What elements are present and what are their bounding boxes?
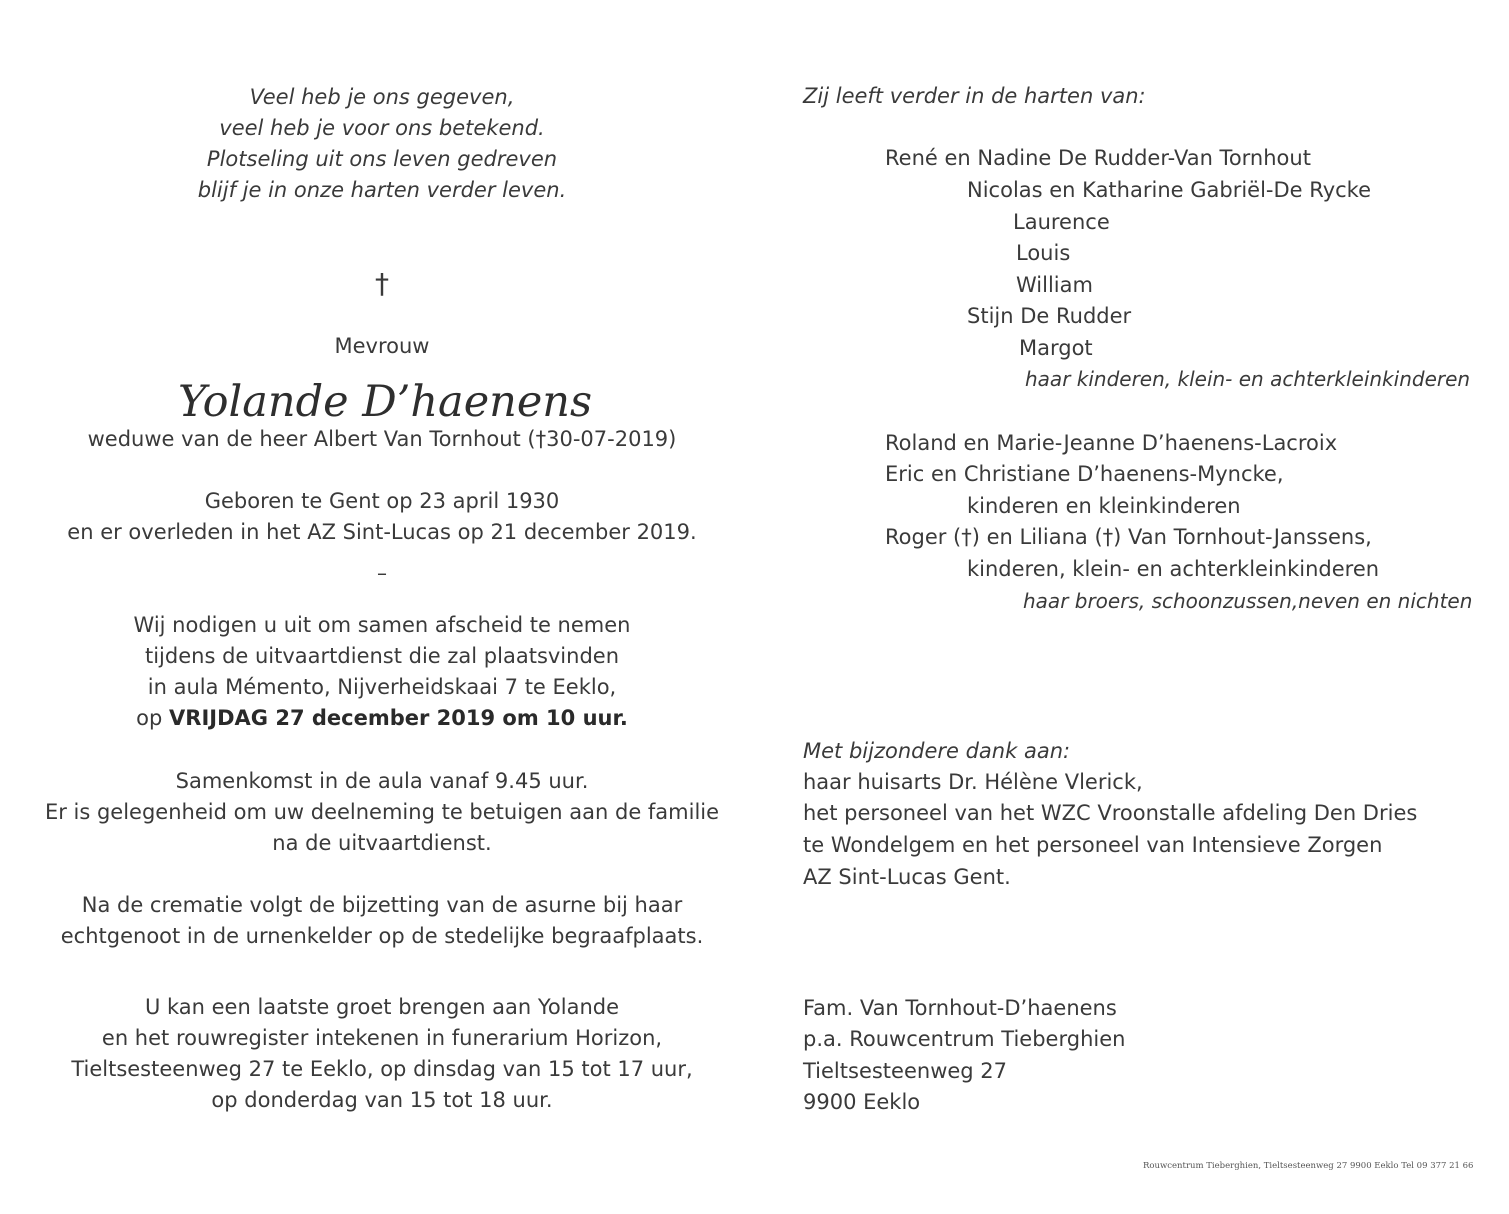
thanks-line-4: AZ Sint-Lucas Gent. xyxy=(803,865,1011,889)
family2-line-3: kinderen en kleinkinderen xyxy=(967,494,1241,518)
thanks-line-3: te Wondelgem en het personeel van Intensieve Zorgen xyxy=(803,833,1383,857)
thanks-heading: Met bijzondere dank aan: xyxy=(803,739,1071,763)
family-caption-2: haar broers, schoonzussen,neven en nichten xyxy=(1023,589,1473,613)
family2-line-1: Roland en Marie-Jeanne D’haenens-Lacroix xyxy=(885,431,1338,455)
family-child-2: Stijn De Rudder xyxy=(967,304,1132,328)
gathering-line-3: na de uitvaartdienst. xyxy=(272,831,492,855)
poem-line-1: Veel heb je ons gegeven, xyxy=(249,85,515,109)
invitation-line-1: Wij nodigen u uit om samen afscheid te nemen xyxy=(133,613,631,637)
poem-line-4: blijf je in onze harten verder leven. xyxy=(197,178,567,202)
separator-dash: – xyxy=(377,561,387,585)
footer-credit: Rouwcentrum Tieberghien, Tieltsesteenweg 27 9900 Eeklo Tel 09 377 21 66 xyxy=(1143,1161,1474,1171)
family2-line-4: Roger (†) en Liliana (†) Van Tornhout-Janssens, xyxy=(885,525,1372,549)
title-prefix: Mevrouw xyxy=(334,334,430,358)
service-date: VRIJDAG 27 december 2019 om 10 uur. xyxy=(169,706,628,730)
birth-line: Geboren te Gent op 23 april 1930 xyxy=(204,489,560,513)
visitation-line-2: en het rouwregister intekenen in funerarium Horizon, xyxy=(101,1026,663,1050)
family-grandchild-2: Louis xyxy=(1016,241,1071,265)
family-grandchild-3: William xyxy=(1016,273,1093,297)
family-grandchild-4: Margot xyxy=(1019,336,1093,360)
family-grandchild-1: Laurence xyxy=(1013,210,1110,234)
address-line-3: Tieltsesteenweg 27 xyxy=(803,1059,1008,1083)
deceased-name: Yolande D’haenens xyxy=(177,377,593,427)
invitation-prefix: op xyxy=(136,706,163,730)
family2-line-5: kinderen, klein- en achterkleinkinderen xyxy=(967,557,1380,581)
address-line-1: Fam. Van Tornhout-D’haenens xyxy=(803,996,1117,1020)
address-line-2: p.a. Rouwcentrum Tieberghien xyxy=(803,1027,1126,1051)
family2-line-2: Eric en Christiane D’haenens-Myncke, xyxy=(885,462,1284,486)
cremation-line-2: echtgenoot in de urnenkelder op de stedelijke begraafplaats. xyxy=(60,924,704,948)
widow-line: weduwe van de heer Albert Van Tornhout (†30-07-2019) xyxy=(87,427,677,451)
visitation-line-1: U kan een laatste groet brengen aan Yolande xyxy=(144,995,620,1019)
visitation-line-3: Tieltsesteenweg 27 te Eeklo, op dinsdag van 15 tot 17 uur, xyxy=(71,1057,693,1081)
family-caption-1: haar kinderen, klein- en achterkleinkinderen xyxy=(1025,367,1471,391)
visitation-line-4: op donderdag van 15 tot 18 uur. xyxy=(211,1088,553,1112)
cross-icon: † xyxy=(375,267,389,300)
thanks-line-2: het personeel van het WZC Vroonstalle afdeling Den Dries xyxy=(803,801,1418,825)
invitation-line-3: in aula Mémento, Nijverheidskaai 7 te Eeklo, xyxy=(147,675,617,699)
invitation-line-4 xyxy=(136,703,628,734)
thanks-line-1: haar huisarts Dr. Hélène Vlerick, xyxy=(803,770,1143,794)
family-parents: René en Nadine De Rudder-Van Tornhout xyxy=(885,146,1311,170)
address-line-4: 9900 Eeklo xyxy=(803,1090,921,1114)
poem-line-3: Plotseling uit ons leven gedreven xyxy=(206,147,558,171)
survivors-heading: Zij leeft verder in de harten van: xyxy=(803,84,1146,108)
gathering-line-2: Er is gelegenheid om uw deelneming te betuigen aan de familie xyxy=(44,800,720,824)
death-line: en er overleden in het AZ Sint-Lucas op 21 december 2019. xyxy=(67,520,697,544)
invitation-line-2: tijdens de uitvaartdienst die zal plaatsvinden xyxy=(144,644,620,668)
family-child-1: Nicolas en Katharine Gabriël-De Rycke xyxy=(967,178,1372,202)
gathering-line-1: Samenkomst in de aula vanaf 9.45 uur. xyxy=(175,769,589,793)
cremation-line-1: Na de crematie volgt de bijzetting van de asurne bij haar xyxy=(81,893,683,917)
poem-line-2: veel heb je voor ons betekend. xyxy=(219,116,545,140)
